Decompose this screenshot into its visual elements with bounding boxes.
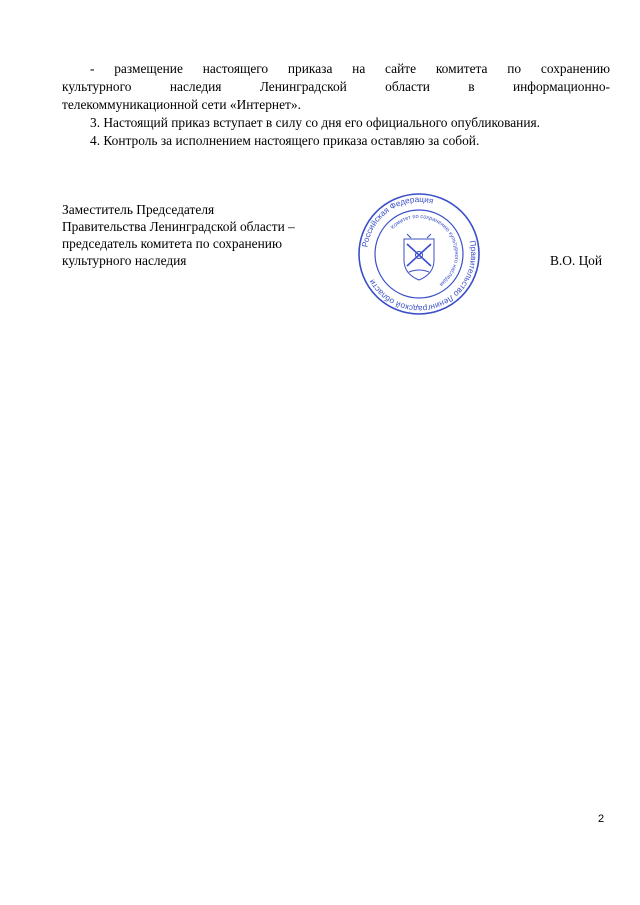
item-4-paragraph: 4. Контроль за исполнением настоящего приказа оставляю за собой.	[90, 133, 480, 148]
position-line-4: культурного наследия	[62, 253, 187, 268]
official-seal-stamp	[357, 192, 481, 316]
coat-of-arms-icon	[404, 234, 434, 280]
signer-name: В.О. Цой	[550, 253, 602, 268]
stamp-inner-text-path: Комитет по сохранению культурного наследия	[389, 213, 460, 288]
stamp-outer-text-bottom: Правительство Ленинградской области	[367, 239, 479, 314]
bullet-line-3: телекоммуникационной сети «Интернет».	[62, 96, 301, 112]
stamp-outer-text-top: Российская Федерация	[360, 194, 435, 248]
item-3-paragraph: 3. Настоящий приказ вступает в силу со дня его официального опубликования.	[90, 115, 540, 130]
bullet-line-2: культурного наследия Ленинградской области в информационно-	[62, 79, 610, 94]
signatory-position	[62, 201, 362, 269]
bullet-paragraph-cont	[62, 78, 610, 113]
bullet-line-1: - размещение настоящего приказа на сайте комитета по сохранению	[90, 61, 610, 76]
page-number: 2	[598, 813, 605, 825]
position-line-2: Правительства Ленинградской области –	[62, 219, 295, 234]
position-line-1: Заместитель Председателя	[62, 202, 215, 217]
bullet-paragraph	[62, 60, 610, 78]
position-line-3: председатель комитета по сохранению	[62, 236, 282, 251]
